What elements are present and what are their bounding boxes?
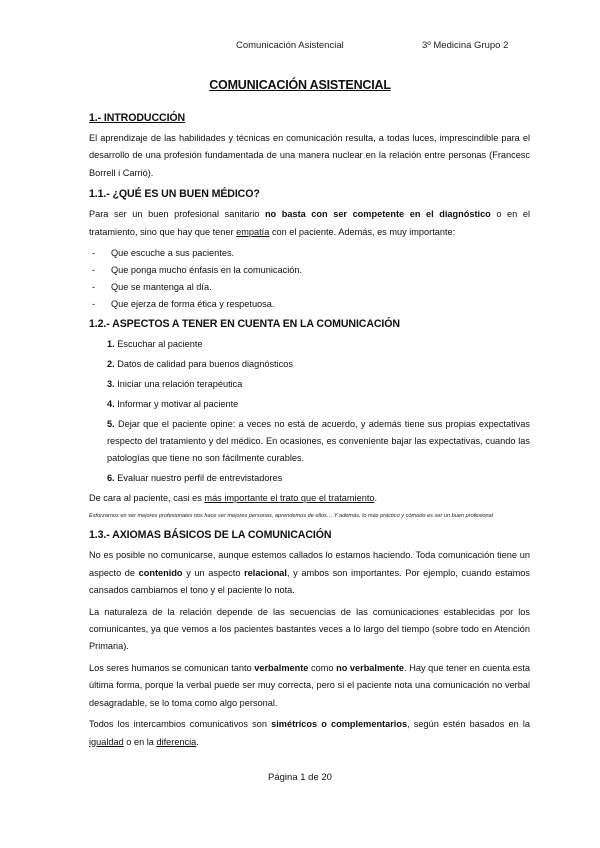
list-item (107, 416, 530, 467)
text-run: Los seres humanos se comunican tanto (89, 662, 255, 673)
good-doctor-list (89, 245, 530, 313)
list-item: - Que se mantenga al día. (89, 279, 530, 296)
item-number: 5. (107, 419, 115, 430)
item-text: Iniciar una relación terapéutica (117, 379, 243, 390)
small-italic-note: Esforzarnos en ser mejores profesionales nos hace ser mejores personas, aprendemos de ellos… Y además, lo más práctico y cómodo es ser un buen profesional (89, 513, 493, 520)
text-run: . (196, 736, 199, 747)
text-run: con el paciente. Además, es muy importante: (269, 226, 456, 237)
item-number: 3. (107, 379, 115, 390)
section-1-paragraph: El aprendizaje de las habilidades y técnicas en comunicación resulta, a todas luces, imprescindible para el desarrollo de una profesión fundamentada de una manera nuclear en la relación entre personas (Francesc Borrell i Carrió). (89, 133, 530, 178)
text-run: Todos los intercambios comunicativos son (89, 719, 272, 730)
section-1-2-heading: 1.2.- ASPECTOS A TENER EN CUENTA EN LA COMUNICACIÓN (89, 318, 400, 331)
document-title: COMUNICACIÓN ASISTENCIAL (209, 78, 391, 92)
item-text: Datos de calidad para buenos diagnósticos (117, 359, 293, 370)
text-run: . (374, 493, 378, 504)
bold-run: no verbalmente (336, 662, 405, 673)
item-text: Evaluar nuestro perfil de entrevistadores (117, 473, 283, 484)
section-1-1-paragraph (89, 206, 530, 241)
list-item (107, 396, 530, 413)
header-right: 3º Medicina Grupo 2 (422, 40, 509, 51)
bold-run: verbalmente (254, 662, 309, 673)
section-1-3-paragraph-1 (89, 547, 530, 599)
text-run: Para ser un buen profesional sanitario (89, 209, 265, 220)
section-1-2-closing (89, 490, 530, 507)
section-1-3-paragraph-2: La naturaleza de la relación depende de las secuencias de las comunicaciones establecidas por los comunicantes, ya que vemos a los pacientes bastantes veces a lo largo del tiempo (sobre todo en Atención Primaria). (89, 606, 530, 652)
text-run: , y ambos son importantes. Por ejemplo, cuando estamos cansados cambiamos el tono y el paciente lo nota. (89, 567, 530, 596)
list-item (107, 470, 530, 487)
list-item: - Que escuche a sus pacientes. (89, 245, 530, 262)
text-run: , según estén basados en la (407, 719, 530, 730)
item-text: Informar y motivar al paciente (117, 399, 239, 410)
text-run: No es posible no comunicarse, aunque estemos callados lo estamos haciendo. Toda comunicación tiene un aspecto de (89, 550, 530, 578)
section-1-1-heading: 1.1.- ¿QUÉ ES UN BUEN MÉDICO? (89, 188, 260, 201)
page-footer: Página 1 de 20 (268, 772, 332, 783)
underlined-run: más importante el trato que el tratamiento (204, 493, 375, 504)
section-1-3-paragraph-3 (89, 660, 530, 712)
item-number: 2. (107, 359, 115, 370)
text-run: De cara al paciente, casi es (89, 493, 205, 504)
section-1-3-paragraph-4 (89, 716, 530, 751)
text-run: o en la (123, 736, 157, 747)
list-item: - Que ejerza de forma ética y respetuosa. (89, 296, 530, 313)
item-number: 1. (107, 339, 115, 350)
list-item (107, 356, 530, 373)
list-item (107, 376, 530, 393)
bold-run: simétricos o complementarios (271, 719, 408, 730)
text-run: o en el tratamiento, sino que hay que tener (89, 209, 530, 237)
item-text: Escuchar al paciente (117, 339, 203, 350)
section-1-heading: 1.- INTRODUCCIÓN (89, 112, 186, 124)
item-number: 4. (107, 399, 115, 410)
aspects-list (89, 336, 530, 487)
text-run: y un aspecto (182, 567, 245, 578)
underlined-run: empatía (236, 226, 270, 237)
header-left: Comunicación Asistencial (236, 40, 344, 51)
bold-run: relacional (244, 567, 287, 578)
underlined-run: igualdad (89, 736, 124, 747)
underlined-run: diferencia (156, 736, 197, 747)
list-item: - Que ponga mucho énfasis en la comunicación. (89, 262, 530, 279)
text-run: . Hay que tener en cuenta esta última forma, porque la verbal puede ser muy correcta, pero si el paciente nota una comunicación no verbal desagradable, se lo toma como algo personal. (89, 662, 530, 708)
list-item (107, 336, 530, 353)
item-text: Dejar que el paciente opine: a veces no está de acuerdo, y además tiene sus propias expectativas respecto del tratamiento y del médico. En ocasiones, es conveniente bajar las expectativas, cuando las patologías que tiene no son fácilmente curables. (107, 419, 530, 464)
section-1-3-heading: 1.3.- AXIOMAS BÁSICOS DE LA COMUNICACIÓN (89, 529, 332, 542)
bold-run: no basta con ser competente en el diagnóstico (264, 209, 491, 220)
document-body (89, 110, 530, 755)
item-number: 6. (107, 473, 115, 484)
text-run: como (308, 662, 337, 673)
bold-run: contenido (138, 567, 183, 578)
